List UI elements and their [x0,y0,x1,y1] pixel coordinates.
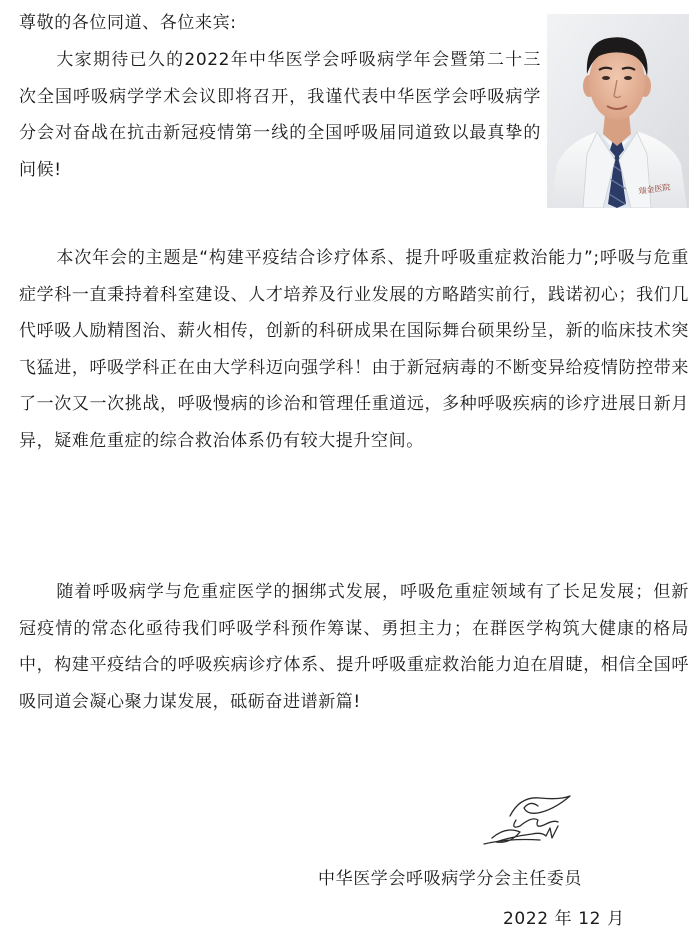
letter-date: 2022 年 12 月 [503,909,625,929]
handwritten-signature [480,786,580,852]
coat-embroidery: 瑞金医院 [638,182,671,196]
salutation: 尊敬的各位同道、各位来宾: [19,13,237,33]
chairman-portrait [547,14,689,208]
letter-paragraph: 随着呼吸病学与危重症医学的捆绑式发展，呼吸危重症领域有了长足发展；但新冠疫情的常态化亟待我们呼吸学科预作筹谋、勇担主力；在群医学构筑大健康的格局中，构建平疫结合的呼吸疾病诊疗体系、提升呼吸重症救治能力迫在眉睫，相信全国呼吸同道会凝心聚力谋发展，砥砺奋进谱新篇! [19,582,689,712]
letter-paragraph: 大家期待已久的2022年中华医学会呼吸病学年会暨第二十三次全国呼吸病学学术会议即将召开，我谨代表中华医学会呼吸病学分会对奋战在抗击新冠疫情第一线的全国呼吸届同道致以最真挚的问候! [19,50,541,180]
signer-title: 中华医学会呼吸病学分会主任委员 [318,869,582,889]
letter-paragraph: 本次年会的主题是“构建平疫结合诊疗体系、提升呼吸重症救治能力”;呼吸与危重症学科一直秉持着科室建设、人才培养及行业发展的方略踏实前行，践诺初心；我们几代呼吸人励精图治、薪火相传，创新的科研成果在国际舞台硕果纷呈，新的临床技术突飞猛进，呼吸学科正在由大学科迈向强学科！由于新冠病毒的不断变异给疫情防控带来了一次又一次挑战，呼吸慢病的诊治和管理任重道远，多种呼吸疾病的诊疗进展日新月异，疑难危重症的综合救治体系仍有较大提升空间。 [19,248,689,451]
